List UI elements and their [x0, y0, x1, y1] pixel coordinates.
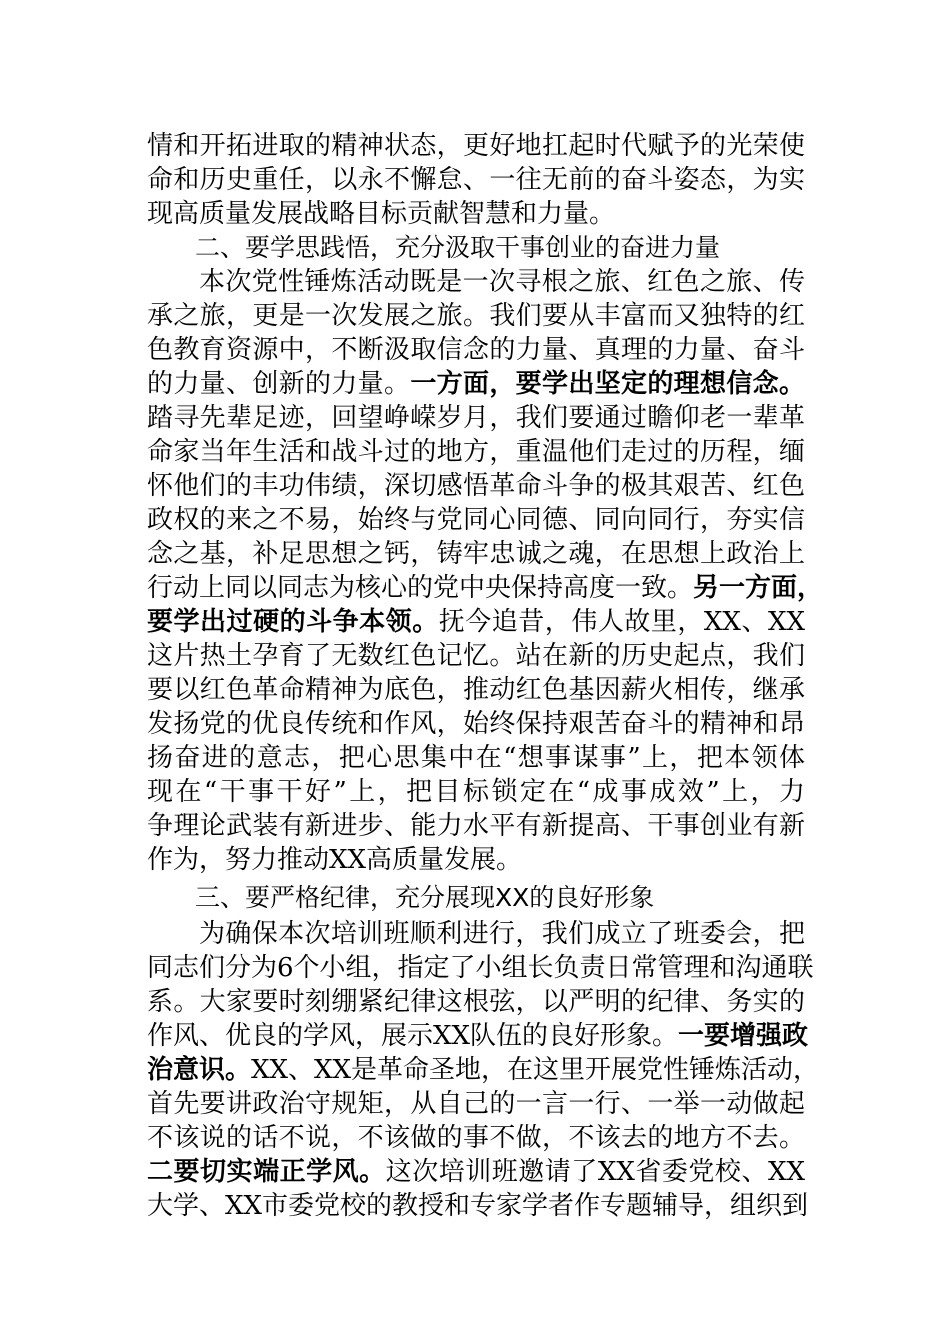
- text-segment: 系。大家要时刻绷紧纪律这根弦，以严明的纪律、务实的: [147, 987, 805, 1017]
- text-segment: 行动上同以同志为核心的党中央保持高度一致。: [147, 573, 694, 603]
- text-segment: 大学、XX市委党校的教授和专家学者作专题辅导，组织到: [147, 1191, 809, 1221]
- text-segment: 政权的来之不易，始终与党同心同德、同向同行，夯实信: [147, 505, 805, 535]
- bold-text-segment: 二要切实端正学风。: [147, 1157, 386, 1187]
- text-segment: 现在“干事干好”上，把目标锁定在“成事成效”上，力: [147, 777, 805, 807]
- bold-text-segment: 治意识。: [147, 1055, 252, 1085]
- text-segment: 现高质量发展战略目标贡献智慧和力量。: [147, 199, 616, 229]
- text-segment: 同志们分为6个小组，指定了小组长负责日常管理和沟通联: [147, 953, 814, 983]
- text-segment: 这片热土孕育了无数红色记忆。站在新的历史起点，我们: [147, 641, 805, 671]
- text-segment: 作风、优良的学风，展示XX队伍的良好形象。: [147, 1021, 679, 1051]
- text-segment: 本次党性锤炼活动既是一次寻根之旅、红色之旅、传: [199, 267, 805, 297]
- heading-text: 三、要严格纪律，充分展现XX的良好形象: [195, 883, 655, 912]
- text-segment: 色教育资源中，不断汲取信念的力量、真理的力量、奋斗: [147, 335, 805, 365]
- text-segment: 命家当年生活和战斗过的地方，重温他们走过的历程，缅: [147, 437, 805, 467]
- text-segment: 争理论武装有新进步、能力水平有新提高、干事创业有新: [147, 811, 805, 841]
- bold-text-segment: 一要增强政: [678, 1021, 809, 1051]
- text-segment: 这次培训班邀请了XX省委党校、XX: [385, 1157, 805, 1187]
- bold-text-segment: 一方面，要学出坚定的理想信念。: [410, 369, 805, 399]
- text-segment: 的力量、创新的力量。: [147, 369, 411, 399]
- text-segment: 首先要讲政治守规矩，从自己的一言一行、一举一动做起: [147, 1089, 805, 1119]
- text-segment: 扬奋进的意志，把心思集中在“想事谋事”上，把本领体: [147, 743, 805, 773]
- text-segment: 要以红色革命精神为底色，推动红色基因薪火相传，继承: [147, 675, 805, 705]
- bold-text-segment: 要学出过硬的斗争本领。: [147, 607, 439, 637]
- text-segment: 为确保本次培训班顺利进行，我们成立了班委会，把: [199, 919, 805, 949]
- text-segment: 命和历史重任，以永不懈怠、一往无前的奋斗姿态，为实: [147, 165, 805, 195]
- text-segment: XX、XX是革命圣地，在这里开展党性锤炼活动，: [251, 1055, 820, 1085]
- text-segment: 承之旅，更是一次发展之旅。我们要从丰富而又独特的红: [147, 301, 805, 331]
- body-line: [147, 1186, 809, 1226]
- text-segment: 抚今追昔，伟人故里，XX、XX: [438, 607, 805, 637]
- text-segment: 情和开拓进取的精神状态，更好地扛起时代赋予的光荣使: [147, 131, 805, 161]
- bold-text-segment: 另一方面，: [693, 573, 824, 603]
- text-segment: 不该说的话不说，不该做的事不做，不该去的地方不去。: [147, 1123, 805, 1153]
- text-segment: 踏寻先辈足迹，回望峥嵘岁月，我们要通过瞻仰老一辈革: [147, 403, 805, 433]
- text-segment: 发扬党的优良传统和作风，始终保持艰苦奋斗的精神和昂: [147, 709, 805, 739]
- body-line: [147, 840, 522, 880]
- text-segment: 作为，努力推动XX高质量发展。: [147, 845, 523, 875]
- section-heading-3: [195, 878, 654, 918]
- heading-text: 二、要学思践悟，充分汲取干事创业的奋进力量: [195, 233, 721, 262]
- text-segment: 念之基，补足思想之钙，铸牢忠诚之魂，在思想上政治上: [147, 539, 805, 569]
- text-segment: 怀他们的丰功伟绩，深切感悟革命斗争的极其艰苦、红色: [147, 471, 805, 501]
